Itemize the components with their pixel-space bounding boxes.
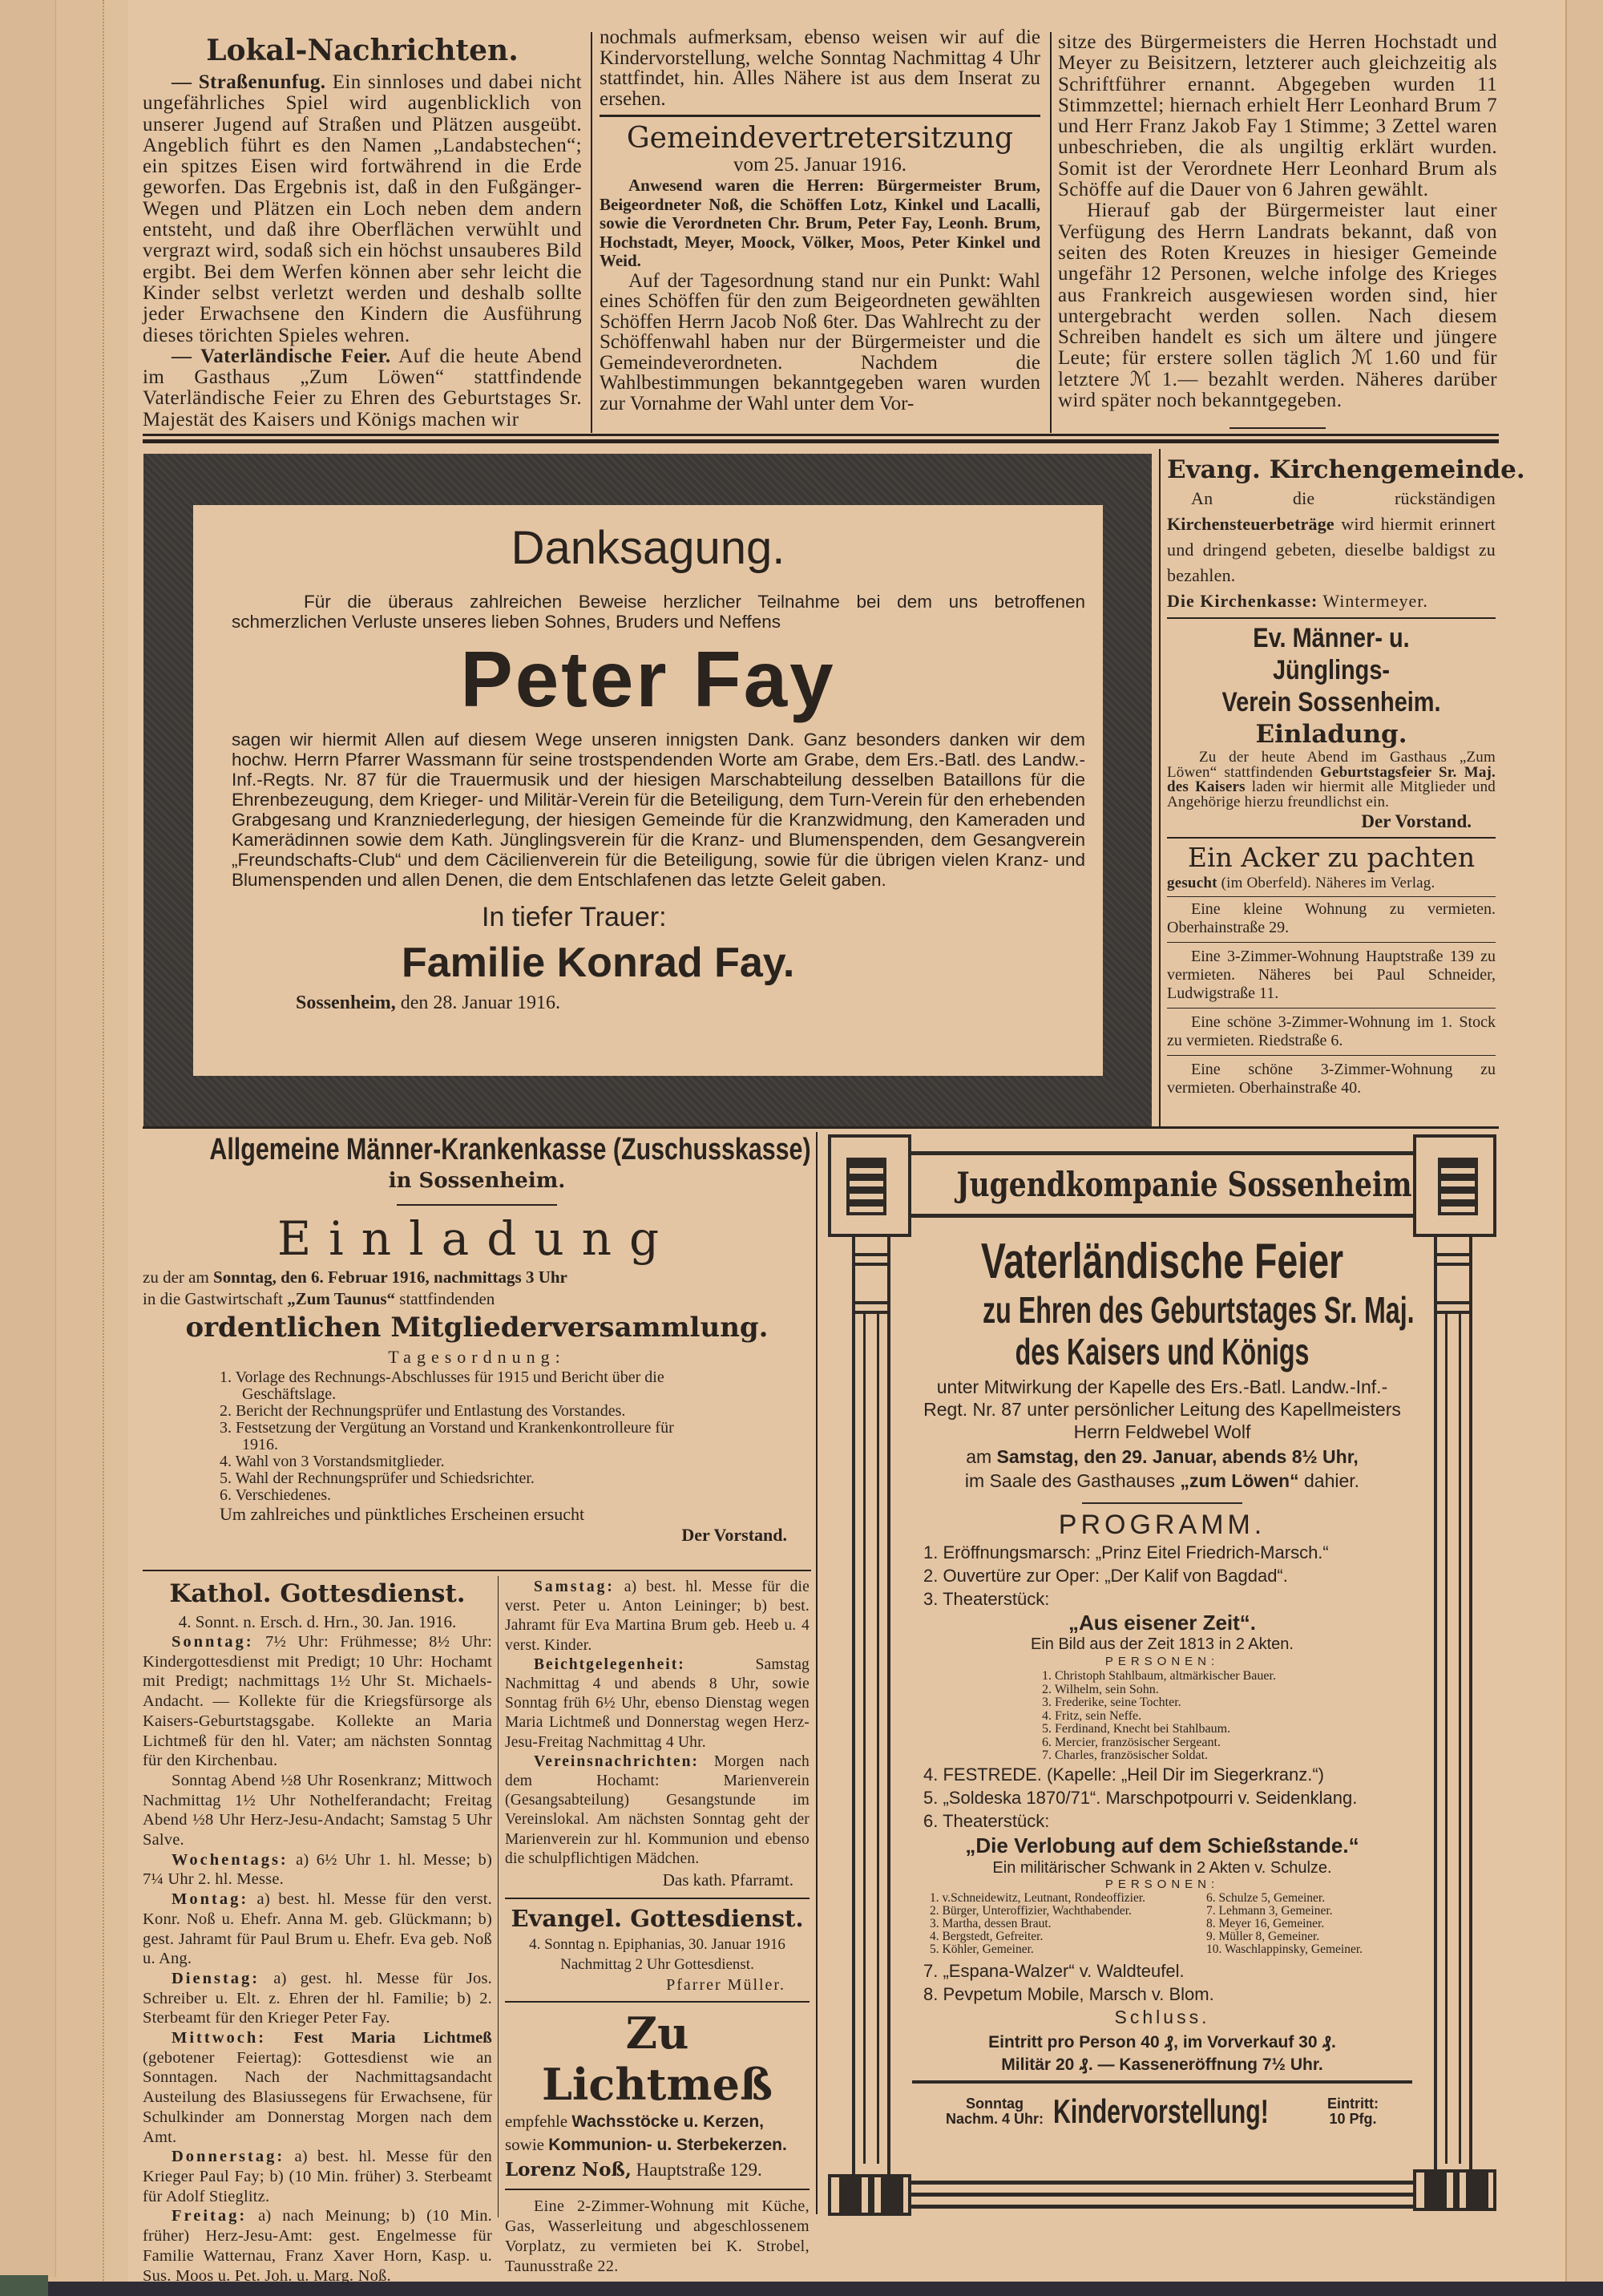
classified-ad: Eine schöne 3-Zimmer-Wohnung zu vermieten. Oberhainstraße 40.	[1167, 1061, 1496, 1097]
divider	[505, 1898, 810, 1899]
cast-member: 9. Müller 8, Gemeiner.	[1206, 1929, 1320, 1943]
frame-bar	[911, 2193, 1413, 2197]
divider	[505, 2001, 810, 2003]
divider	[143, 1570, 811, 1571]
show-price: Eintritt: 10 Pfg.	[1327, 2095, 1379, 2127]
article-paragraph: nochmals aufmerksam, ebenso weisen wir auf die Kindervorstellung, welche Sonntag Nachmittag 4 Uhr stattfindet, hin. Alles Nähere ist aus dem Inserat zu ersehen.	[600, 26, 1040, 110]
column-divider	[498, 1576, 499, 2217]
notice-subtitle: in Sossenheim.	[388, 1169, 566, 1193]
notice-date: Sossenheim, den 28. Januar 1916.	[296, 992, 560, 1013]
cast-title: PERSONEN:	[1104, 1655, 1220, 1668]
ad-title: Zu Lichtmeß	[541, 2007, 773, 2111]
play-title: „Die Verlobung auf dem Schießstande.“	[965, 1833, 1359, 1857]
agenda-title: Tagesordnung:	[388, 1347, 566, 1367]
frame-corner	[1413, 2169, 1496, 2211]
agenda-item: 4. Wahl von 3 Vorstandsmitglieder.	[220, 1453, 445, 1470]
service-paragraph: Donnerstag: a) best. hl. Messe für den Krieger Paul Fay; b) (10 Min. früher) 3. Sterbeamt für Adolf Stieglitz.	[143, 2148, 492, 2205]
agenda-item: 3. Festsetzung der Vergütung an Vorstand und Krankenkontrolleure für 1916.	[220, 1419, 674, 1453]
program-item: 4. FESTREDE. (Kapelle: „Heil Dir im Siegerkranz.“)	[923, 1764, 1325, 1785]
program-list	[906, 1763, 1419, 1833]
ad-title: Jugendkompanie Sossenheim	[956, 1165, 1412, 1204]
ad-signature: Der Vorstand.	[1361, 811, 1472, 831]
agenda-item: 5. Wahl der Rechnungsprüfer und Schiedsrichter.	[220, 1469, 535, 1487]
program-item: 6. Theaterstück:	[923, 1810, 1050, 1831]
service-paragraph: Vereinsnachrichten: Morgen nach dem Hochamt: Marienverein (Gesangsabteilung) Gesangstunde im Vereinslokal. Am nächsten Sonntag geht der Marienverein zur hl. Kommunion und ebenso die schulpflichtigen Mädchen.	[505, 1752, 810, 1867]
event-title: Vaterländische Feier	[980, 1234, 1344, 1289]
notice-intro: Für die überaus zahlreichen Beweise herzlicher Teilnahme bei dem uns betroffenen schmerzlichen Verluste unseres lieben Sohnes, Bruders und Neffens	[232, 592, 1085, 632]
service-paragraph: Samstag: a) best. hl. Messe für die verst. Peter u. Anton Leininger; b) best. Jahramt für Eva Martina Brum geb. Heeb u. 4 verst. Kinder.	[505, 1578, 810, 1654]
article-paragraph: — Straßenunfug. Ein sinnloses und dabei nicht ungefährliches Spiel wird augenblicklich von unserer Jugend auf Straßen und Plätzen ausgeübt. Angeblich führt es den Namen „Landabstechen“; ein spitzes Eisen wird fortwährend in die Erde geworfen. Das Ergebnis ist, daß in den Fußgänger-Wegen und Plätzen ein Loch neben dem andern entsteht, und daß ihre Oberflächen verwühlt und vergrazt wird, sodaß sich ein höchst unsauberes Bild ergibt. Bei dem Werfen können aber sehr leicht die Kinder selbst verletzt werden und deshalb sollte jeder Erwachsene den Kindern die Ausführung dieses törichten Spieles wehren.	[143, 71, 583, 346]
section-date: vom 25. Januar 1916.	[733, 154, 906, 176]
cast-member: 2. Bürger, Unteroffizier, Wachthabender.	[930, 1903, 1132, 1918]
section-date: 4. Sonntag n. Epiphanias, 30. Januar 1916	[529, 1936, 785, 1954]
frame-pillar	[852, 1237, 890, 2175]
notice-title: Allgemeine Männer-Krankenkasse (Zuschusskasse)	[209, 1133, 811, 1166]
article-paragraph: — Vaterländische Feier. Auf die heute Abend im Gasthaus „Zum Löwen“ stattfindende Vaterländische Feier zu Ehren des Geburtstages Sr. Majestät des Kaisers und Königs machen wir	[143, 345, 582, 430]
service-paragraph: Mittwoch: Fest Maria Lichtmeß (gebotener Feiertag): Gottesdienst wie an Sonntagen. Nach der Nachmittagsandacht Austeilung des Blasiussegens für Erwachsene, für Schulkinder am Donnerstag Morgen nach dem Amt.	[143, 2029, 492, 2146]
agenda-item: 6. Verschiedenes.	[220, 1486, 332, 1504]
cast-list	[906, 1670, 1419, 1763]
classified-ad: Eine 2-Zimmer-Wohnung mit Küche, Gas, Wasserleitung und abgeschlossenem Vorplatz, zu vermieten bei K. Strobel, Taunusstraße 22.	[505, 2197, 810, 2276]
cast-member: 2. Wilhelm, sein Sohn.	[1042, 1682, 1159, 1696]
right-column-ads	[1167, 454, 1525, 1097]
divider	[1167, 617, 1496, 619]
play-title: „Aus eisener Zeit“.	[1068, 1611, 1257, 1635]
service-paragraph: Montag: a) best. hl. Messe für den verst. Konr. Noß u. Ehefr. Anna M. geb. Glückmann; b) gest. Jahramt für Paul Brum u. Ehefr. Eva geb. Noß u. Ang.	[143, 1890, 492, 1968]
classified-ad: Eine kleine Wohnung zu vermieten. Oberhainstraße 29.	[1167, 900, 1496, 936]
frame-bar	[911, 1151, 1413, 1155]
notice-signature: Der Vorstand.	[681, 1525, 787, 1545]
cast-member: 6. Schulze 5, Gemeiner.	[1206, 1890, 1326, 1905]
deceased-name: Peter Fay	[460, 635, 836, 723]
program-list	[906, 1959, 1419, 2006]
notice-heading: Einladung	[277, 1211, 677, 1266]
program-title: PROGRAMM.	[1058, 1510, 1266, 1540]
show-time: Sonntag Nachm. 4 Uhr:	[945, 2095, 1044, 2127]
column-divider	[591, 32, 592, 433]
cast-member: 5. Köhler, Gemeiner.	[930, 1942, 1034, 1956]
notice-trauer: In tiefer Trauer:	[482, 902, 667, 932]
admission-price: Eintritt pro Person 40 ₰, im Vorverkauf 30 ₰.	[988, 2032, 1336, 2051]
frame-bar	[911, 2205, 1413, 2209]
article-paragraph: sitze des Bürgermeisters die Herren Hochstadt und Meyer zu Beisitzern, letzterer auch gleichzeitig als Schriftführer ernannt. Abgegeben wurden 11 Stimmzettel; hiernach erhielt Herr Leonhard Brum 7 und Herr Franz Jakob Fay 1 Stimme; 3 Zettel waren unbeschrieben, die als ungiltig erklärt wurden. Somit ist der Verordnete Herr Leonhard Brum als Schöffe auf die Dauer von 6 Jahren gewählt.	[1058, 31, 1497, 201]
service-paragraph: Sonntag Abend ½8 Uhr Rosenkranz; Mittwoch Nachmittag 1½ Uhr Nothelferandacht; Freitag Abend ½8 Uhr Herz-Jesu-Andacht; Samstag 5 Uhr Salve.	[143, 1771, 492, 1849]
ad-title: Evang. Kirchengemeinde.	[1167, 455, 1525, 484]
section-title: Evangel. Gottesdienst.	[511, 1905, 804, 1933]
ad-signature: Die Kirchenkasse: Wintermeyer.	[1167, 591, 1428, 611]
program-item: 8. Pevpetum Mobile, Marsch v. Blom.	[923, 1983, 1214, 2004]
event-subtitle: des Kaisers und Königs	[1015, 1331, 1310, 1372]
divider	[1167, 1055, 1496, 1056]
show-title: Kindervorstellung!	[1053, 2092, 1269, 2130]
cast-member: 7. Charles, französischer Soldat.	[1042, 1748, 1209, 1762]
children-show	[906, 2092, 1419, 2132]
event-location: im Saale des Gasthauses „zum Löwen“ dahier.	[964, 1470, 1360, 1491]
classified-ad: Eine 3-Zimmer-Wohnung Hauptstraße 139 zu vermieten. Näheres bei Paul Schneider, Ludwigstraße 11.	[1167, 948, 1496, 1002]
program-item: 1. Eröffnungsmarsch: „Prinz Eitel Friedrich-Marsch.“	[923, 1542, 1329, 1562]
frame-pillar	[1434, 1237, 1472, 2175]
notice-heading: ordentlichen Mitgliederversammlung.	[185, 1312, 769, 1344]
divider	[1167, 942, 1496, 943]
service-paragraph: Dienstag: a) gest. hl. Messe für Jos. Schreiber u. Elt. z. Ehren der hl. Familie; b) 2. Sterbeamt für den Krieger Peter Fay.	[143, 1969, 492, 2027]
divider	[1167, 1008, 1496, 1009]
cast-member: 1. v.Schneidewitz, Leutnant, Rondeoffizier.	[930, 1890, 1146, 1905]
classified-ad: Eine schöne 3-Zimmer-Wohnung im 1. Stock zu vermieten. Riedstraße 6.	[1167, 1013, 1496, 1049]
scan-background	[0, 2275, 48, 2296]
page-edge	[56, 0, 104, 2281]
show-title-wrap	[1053, 2092, 1318, 2132]
krankenkasse-notice	[143, 1132, 811, 1546]
agenda-list	[220, 1369, 701, 1504]
service-paragraph: Sonntag: 7½ Uhr: Frühmesse; 8½ Uhr: Kindergottesdienst mit Predigt; 10 Uhr: Hochamt mit Predigt; nachmittags 1½ Uhr St. Michaels-Andacht. — Kollekte für die Kriegsfürsorge als Kaisers-Geburtstagsgabe. Kollekte an Maria Lichtmeß für den hl. Vater; am nächsten Sonntag für den Kirchenbau.	[143, 1633, 492, 1770]
frame-ornament	[1438, 1158, 1478, 1215]
lokal-continued	[600, 27, 1040, 414]
cast-member: 4. Fritz, sein Neffe.	[1042, 1708, 1142, 1723]
cast-member: 7. Lehmann 3, Gemeiner.	[1206, 1903, 1333, 1918]
cast-member: 10. Waschlappinsky, Gemeiner.	[1206, 1942, 1363, 1956]
column-divider	[816, 1132, 818, 2214]
notice-text: zu der am Sonntag, den 6. Februar 1916, nachmittags 3 Uhr	[143, 1267, 567, 1287]
frame-bar	[911, 2181, 1413, 2185]
program-item: 7. „Espana-Walzer“ v. Waldteufel.	[923, 1960, 1185, 1981]
program-item: 2. Ouvertüre zur Oper: „Der Kalif von Bagdad“.	[923, 1566, 1288, 1586]
obituary-notice	[193, 505, 1103, 1076]
event-date: am Samstag, den 29. Januar, abends 8½ Uhr,	[966, 1446, 1359, 1467]
cast-member: 8. Meyer 16, Gemeiner.	[1206, 1916, 1325, 1930]
event-subtitle: zu Ehren des Geburtstages Sr. Maj.	[983, 1289, 1415, 1331]
agenda-item: 1. Vorlage des Rechnungs-Abschlusses für 1915 und Bericht über die Geschäftslage.	[220, 1368, 664, 1403]
cast-member: 1. Christoph Stahlbaum, altmärkischer Bauer.	[1042, 1669, 1276, 1683]
agenda-item: 2. Bericht der Rechnungsprüfer und Entlastung des Vorstandes.	[220, 1402, 626, 1420]
page-edge	[104, 0, 130, 2283]
ad-text: Lorenz Noß, Hauptstraße 129.	[505, 2159, 762, 2181]
cast-member: 3. Frederike, seine Tochter.	[1042, 1696, 1181, 1709]
event-details: unter Mitwirkung der Kapelle des Ers.-Batl. Landw.-Inf.-Regt. Nr. 87 unter persönlicher Leitung des Kapellmeisters Herrn Feldwebel Wolf	[923, 1376, 1401, 1442]
cast-list	[906, 1892, 1419, 1956]
frame-bar	[911, 1214, 1413, 1218]
ad-title: Ev. Männer- u. Jünglings- Verein Sossenheim.	[1221, 623, 1441, 718]
kathol-continued	[505, 1578, 810, 2277]
signature: Pfarrer Müller.	[666, 1976, 785, 1995]
program-item: 3. Theaterstück:	[923, 1589, 1050, 1609]
divider	[912, 2080, 1412, 2084]
admission-info: Militär 20 ₰. — Kasseneröffnung 7½ Uhr.	[1001, 2055, 1323, 2074]
sitzung-continued	[1058, 32, 1497, 429]
ad-content	[906, 1235, 1419, 2132]
kathol-gottesdienst	[143, 1576, 492, 2286]
frame-ornament	[846, 1158, 886, 1215]
ad-text: empfehle Wachsstöcke u. Kerzen,	[505, 2112, 765, 2132]
cast-member: 4. Bergstedt, Gefreiter.	[930, 1929, 1044, 1943]
divider	[143, 439, 1499, 443]
page-fold	[1565, 0, 1603, 2296]
notice-body: sagen wir hiermit Allen auf diesem Wege unseren innigsten Dank. Ganz besonders danken wir dem hochw. Herrn Pfarrer Wassmann für seine trostspendenden Worte am Grabe, dem Ers.-Batl. des Landw.-Inf.-Regts. Nr. 87 für die Trauermusik und der hiesigen Marschabteilung desselben Bataillons für die Ehrenbezeugung, dem Krieger- und Militär-Verein für die Beteiligung, dem Turn-Verein für den erhebenden Grabgesang und Kranzniederlegung, der hiesigen Gemeinde für die Kranzwidmung, den Kameraden und Kamerädinnen sowie dem Kath. Jünglingsverein für die Kranz- und Blumenspenden, dem Gesangverein „Freundschafts-Club“ und dem Cäcilienverein für die Beteiligung, sowie für die übrigen vielen Kranz- und Blumenspenden und allen Denen, die dem Entschlafenen das letzte Geleit gaben.	[232, 730, 1085, 890]
page-edge	[0, 0, 56, 2277]
frame-corner	[828, 2174, 911, 2216]
article-paragraph: Auf der Tagesordnung stand nur ein Punkt: Wahl eines Schöffen für den zum Beigeordneten gewählten Schöffen Herrn Jacob Noß 6ter. Das Wahlrecht zu der Schöffenwahl haben nur der Bürgermeister und die Gemeindeverordneten. Nachdem die Wahlbestimmungen bekanntgegeben waren wurden zur Vornahme der Wahl unter dem Vor-	[600, 269, 1040, 414]
program-item: 5. „Soldeska 1870/71“. Marschpotpourri v. Seidenklang.	[923, 1787, 1358, 1808]
ad-text: sowie Kommunion- u. Sterbekerzen.	[505, 2135, 787, 2155]
service-paragraph: Wochentags: a) 6½ Uhr 1. hl. Messe; b) 7¼ Uhr 2. hl. Messe.	[143, 1850, 493, 1889]
play-subtitle: Ein Bild aus der Zeit 1813 in 2 Akten.	[1031, 1635, 1294, 1653]
notice-closing: Um zahlreiches und pünktliches Erscheinen ersucht	[220, 1504, 585, 1524]
column-divider	[1159, 449, 1161, 1127]
cast-title: PERSONEN:	[1104, 1877, 1220, 1891]
section-title: Kathol. Gottesdienst.	[169, 1579, 466, 1608]
ad-text: gesucht (im Oberfeld). Näheres im Verlag.	[1167, 875, 1435, 891]
cast-member: 6. Mercier, französischer Sergeant.	[1042, 1735, 1221, 1749]
play-subtitle: Ein militärischer Schwank in 2 Akten v. Schulze.	[992, 1858, 1332, 1877]
notice-family: Familie Konrad Fay.	[402, 940, 795, 986]
signature: Das kath. Pfarramt.	[662, 1870, 793, 1890]
service-paragraph: Beichtgelegenheit: Samstag Nachmittag 4 und abends 8 Uhr, sowie Sonntag früh 6½ Uhr, ebenso Dienstag wegen Maria Lichtmeß und Donnerstag wegen Herz-Jesu-Freitag Nachmittag 4 Uhr.	[505, 1655, 810, 1751]
section-title: Lokal-Nachrichten.	[206, 34, 519, 67]
divider	[1167, 896, 1496, 897]
divider	[397, 1204, 557, 1206]
notice-text: in die Gastwirtschaft „Zum Taunus“ stattfindenden	[143, 1289, 495, 1308]
ad-subtitle: Einladung.	[1255, 720, 1407, 749]
ad-text: Zu der heute Abend im Gasthaus „Zum Löwen“ stattfindenden Geburtstagsfeier Sr. Maj. des Kaisers laden wir hiermit alle Mitglieder und Angehörige hierzu freundlichst ein.	[1167, 749, 1496, 810]
divider	[505, 2189, 810, 2190]
divider	[600, 115, 1040, 117]
divider	[1230, 427, 1326, 429]
service-time: Nachmittag 2 Uhr Gottesdienst.	[560, 1956, 754, 1974]
section-date: 4. Sonnt. n. Ersch. d. Hrn., 30. Jan. 1916.	[178, 1612, 457, 1631]
divider	[143, 434, 1499, 436]
divider	[1167, 837, 1496, 839]
lokal-nachrichten-section	[143, 32, 582, 430]
section-title: Gemeindevertretersitzung	[626, 122, 1014, 155]
cast-member: 5. Ferdinand, Knecht bei Stahlbaum.	[1042, 1722, 1231, 1736]
divider	[1082, 1502, 1242, 1504]
article-paragraph: Anwesend waren die Herren: Bürgermeister Brum, Beigeordneter Noß, die Schöffen Lotz, Kinkel und Lacalli, sowie die Verordneten Chr. Brum, Peter Fay, Leonh. Brum, Hochstadt, Meyer, Moock, Völker, Moos, Peter Kinkel und Weid.	[600, 176, 1040, 270]
jugendkompanie-ad	[826, 1132, 1499, 2219]
column-divider	[1050, 32, 1052, 433]
program-list	[906, 1541, 1419, 1611]
divider	[143, 1126, 1499, 1129]
article-paragraph: Hierauf gab der Bürgermeister laut einer Verfügung des Herrn Landrats bekannt, daß von seiten des Roten Kreuzes in hiesiger Gemeinde ungefähr 12 Personen, welche infolge des Krieges aus Frankreich ausgewiesen worden sind, hier untergebracht werden sollen. Nach diesem Schreiben handelt es sich um ältere und jüngere Leute; für erstere sollen täglich ℳ 1.60 und für letztere ℳ 1.— bezahlt werden. Näheres darüber wird später noch bekanntgegeben.	[1058, 200, 1497, 412]
ad-text: An die rückständigen Kirchensteuerbeträge wird hiermit erinnert und dringend gebeten, dieselbe baldigst zu bezahlen.	[1167, 488, 1496, 585]
program-end: Schluss.	[1114, 2006, 1210, 2027]
service-paragraph: Freitag: a) nach Meinung; b) (10 Min. früher) Herz-Jesu-Amt: gest. Engelmesse für Familie Watternau, Franz Xaver Horn, Kasp. u. Sus. Moos u. Pet. Joh. u. Marg. Noß.	[143, 2207, 492, 2285]
notice-title: Danksagung.	[511, 522, 785, 574]
cast-member: 3. Martha, dessen Braut.	[930, 1916, 1052, 1930]
ad-title: Ein Acker zu pachten	[1187, 842, 1476, 873]
